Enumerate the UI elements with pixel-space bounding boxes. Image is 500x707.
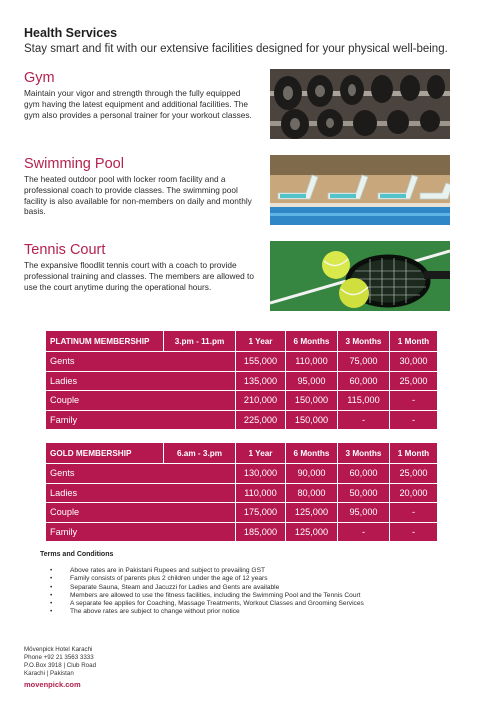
city-line: Karachi | Pakistan: [24, 670, 74, 677]
platinum-period-3: 3 Months: [338, 331, 390, 352]
tennis-description: The expansive floodlit tennis court with a coach to provide professional training and classes. The members are allowed to use the court anytime during the operational hours.: [24, 260, 254, 292]
cell-value: 135,000: [236, 371, 286, 391]
phone-line: Phone +92 21 3563 3333: [24, 654, 94, 661]
list-item: • Above rates are in Pakistani Rupees and subject to prevailing GST: [40, 567, 470, 575]
cell-value: 225,000: [236, 410, 286, 430]
cell-value: -: [338, 522, 390, 542]
website-link[interactable]: movenpick.com: [24, 680, 81, 689]
cell-value: -: [338, 410, 390, 430]
page-header: [24, 26, 484, 57]
pool-title: Swimming Pool: [24, 156, 124, 172]
cell-value: 110,000: [236, 483, 286, 503]
pool-section: [24, 155, 254, 217]
platinum-name: PLATINUM MEMBERSHIP: [46, 331, 164, 352]
terms-title: Terms and Conditions: [40, 551, 114, 558]
terms-list: [40, 567, 470, 617]
cell-value: 125,000: [286, 522, 338, 542]
page-title: Health Services: [24, 26, 118, 40]
cell-value: 95,000: [286, 371, 338, 391]
gold-period-1: 1 Year: [236, 443, 286, 464]
platinum-hours: 3.pm - 11.pm: [164, 331, 236, 352]
gold-period-4: 1 Month: [390, 443, 438, 464]
cell-value: 130,000: [236, 464, 286, 484]
cell-value: 150,000: [286, 410, 338, 430]
row-label: Gents: [46, 464, 236, 484]
cell-value: 95,000: [338, 503, 390, 523]
pool-loungers-photo: [270, 155, 450, 225]
cell-value: 50,000: [338, 483, 390, 503]
tennis-section: [24, 241, 254, 292]
row-label: Couple: [46, 503, 236, 523]
address-line: P.O.Box 3918 | Club Road: [24, 662, 97, 669]
cell-value: 25,000: [390, 371, 438, 391]
page-subtitle: Stay smart and fit with our extensive facilities designed for your physical well-being.: [24, 43, 448, 55]
list-item: • Family consists of parents plus 2 children under the age of 12 years: [40, 575, 470, 583]
cell-value: -: [390, 522, 438, 542]
platinum-membership-table: [45, 330, 438, 430]
cell-value: 115,000: [338, 391, 390, 411]
cell-value: 175,000: [236, 503, 286, 523]
cell-value: 30,000: [390, 352, 438, 372]
gold-name: GOLD MEMBERSHIP: [46, 443, 164, 464]
platinum-period-2: 6 Months: [286, 331, 338, 352]
platinum-period-1: 1 Year: [236, 331, 286, 352]
cell-value: 210,000: [236, 391, 286, 411]
row-label: Family: [46, 410, 236, 430]
list-item: • The above rates are subject to change without prior notice: [40, 608, 470, 616]
gold-period-3: 3 Months: [338, 443, 390, 464]
row-label: Ladies: [46, 483, 236, 503]
cell-value: 150,000: [286, 391, 338, 411]
list-item: • Separate Sauna, Steam and Jacuzzi for Ladies and Gents are available: [40, 584, 470, 592]
row-label: Couple: [46, 391, 236, 411]
cell-value: 110,000: [286, 352, 338, 372]
cell-value: 90,000: [286, 464, 338, 484]
table-row: [46, 371, 438, 391]
cell-value: -: [390, 503, 438, 523]
gold-period-2: 6 Months: [286, 443, 338, 464]
table-row: [46, 464, 438, 484]
gold-hours: 6.am - 3.pm: [164, 443, 236, 464]
cell-value: 20,000: [390, 483, 438, 503]
cell-value: 60,000: [338, 464, 390, 484]
platinum-header-row: [46, 331, 438, 352]
table-row: [46, 503, 438, 523]
cell-value: 25,000: [390, 464, 438, 484]
cell-value: 75,000: [338, 352, 390, 372]
dumbbells-photo: [270, 69, 450, 139]
gold-header-row: [46, 443, 438, 464]
tennis-title: Tennis Court: [24, 242, 106, 258]
cell-value: 60,000: [338, 371, 390, 391]
cell-value: -: [390, 410, 438, 430]
table-row: [46, 410, 438, 430]
gold-membership-table: [45, 442, 438, 542]
gym-section: [24, 69, 254, 120]
list-item: • A separate fee applies for Coaching, Massage Treatments, Workout Classes and Grooming Services: [40, 600, 470, 608]
table-row: [46, 352, 438, 372]
gym-description: Maintain your vigor and strength through the fully equipped gym having the latest equipment and additional facilities. The gym also provides a personal trainer for your workout classes.: [24, 88, 252, 120]
tennis-racket-photo: [270, 241, 450, 311]
cell-value: -: [390, 391, 438, 411]
table-row: [46, 391, 438, 411]
cell-value: 80,000: [286, 483, 338, 503]
cell-value: 185,000: [236, 522, 286, 542]
table-row: [46, 483, 438, 503]
gym-title: Gym: [24, 70, 55, 86]
row-label: Gents: [46, 352, 236, 372]
row-label: Ladies: [46, 371, 236, 391]
row-label: Family: [46, 522, 236, 542]
contact-footer: [24, 646, 224, 689]
cell-value: 155,000: [236, 352, 286, 372]
list-item: • Members are allowed to use the fitness facilities, including the Swimming Pool and the Tennis Court: [40, 592, 470, 600]
platinum-period-4: 1 Month: [390, 331, 438, 352]
cell-value: 125,000: [286, 503, 338, 523]
table-row: [46, 522, 438, 542]
terms-section: [40, 551, 470, 617]
pool-description: The heated outdoor pool with locker room facility and a professional coach to provide classes. The swimming pool facility is also available for non-members on daily and monthly basis.: [24, 174, 252, 217]
hotel-name: Mövenpick Hotel Karachi: [24, 646, 93, 653]
